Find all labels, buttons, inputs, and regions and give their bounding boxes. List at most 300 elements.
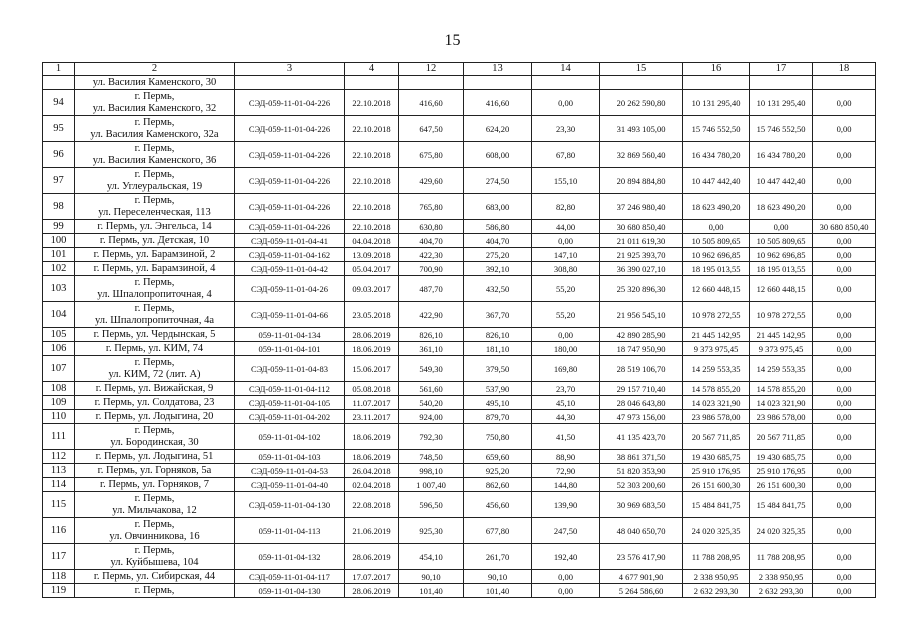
col-14-cell: 23,30 — [532, 116, 600, 142]
col-16-cell: 24 020 325,35 — [683, 518, 750, 544]
col-14-cell: 67,80 — [532, 142, 600, 168]
col-17-cell: 2 632 293,30 — [750, 584, 813, 598]
table-row — [43, 328, 876, 342]
row-number-cell: 110 — [43, 410, 75, 424]
date-cell: 22.10.2018 — [345, 116, 399, 142]
col-16-cell: 20 567 711,85 — [683, 424, 750, 450]
col-16-cell: 2 632 293,30 — [683, 584, 750, 598]
row-number-cell: 102 — [43, 262, 75, 276]
table-row — [43, 194, 876, 220]
address-cell — [75, 262, 235, 276]
col-14-cell: 0,00 — [532, 570, 600, 584]
address-line: ул. Василия Каменского, 30 — [92, 76, 217, 88]
table-row — [43, 342, 876, 356]
col-12-cell: 998,10 — [399, 464, 464, 478]
address-line: ул. Василия Каменского, 36 — [92, 154, 217, 166]
col-18-cell: 0,00 — [813, 90, 876, 116]
col-17-cell: 12 660 448,15 — [750, 276, 813, 302]
address-line: г. Пермь, — [134, 492, 175, 504]
date-cell: 11.07.2017 — [345, 396, 399, 410]
table-row — [43, 262, 876, 276]
col-17-cell: 10 978 272,55 — [750, 302, 813, 328]
col-12-cell: 700,90 — [399, 262, 464, 276]
address-line: г. Пермь, ул. Горняков, 5а — [97, 464, 212, 476]
date-cell: 22.08.2018 — [345, 492, 399, 518]
address-cell — [75, 382, 235, 396]
col-14-cell: 0,00 — [532, 90, 600, 116]
col-12-cell: 429,60 — [399, 168, 464, 194]
col-17-cell: 23 986 578,00 — [750, 410, 813, 424]
col-13-cell: 608,00 — [464, 142, 532, 168]
date-cell: 05.08.2018 — [345, 382, 399, 396]
address-line: г. Пермь, ул. Лодыгина, 20 — [95, 410, 214, 422]
col-13-cell: 432,50 — [464, 276, 532, 302]
address-line: ул. КИМ, 72 (лит. А) — [108, 368, 201, 380]
col-12-cell: 422,90 — [399, 302, 464, 328]
col-13-cell: 659,60 — [464, 450, 532, 464]
date-cell: 02.04.2018 — [345, 478, 399, 492]
col-14-cell: 247,50 — [532, 518, 600, 544]
address-line: ул. Василия Каменского, 32а — [90, 128, 219, 140]
col-16-cell: 10 978 272,55 — [683, 302, 750, 328]
row-number-cell: 112 — [43, 450, 75, 464]
col-14-cell: 180,00 — [532, 342, 600, 356]
col-15-cell: 20 894 884,80 — [600, 168, 683, 194]
col-12-cell: 454,10 — [399, 544, 464, 570]
col-17-cell: 10 505 809,65 — [750, 234, 813, 248]
col-17-cell: 19 430 685,75 — [750, 450, 813, 464]
col-12-cell: 792,30 — [399, 424, 464, 450]
document-number-cell: СЭД-059-11-01-04-41 — [235, 234, 345, 248]
address-line: г. Пермь, — [134, 116, 175, 128]
col-18-cell: 0,00 — [813, 492, 876, 518]
column-header: 15 — [600, 63, 683, 76]
col-15-cell: 21 011 619,30 — [600, 234, 683, 248]
col-12-cell: 404,70 — [399, 234, 464, 248]
col-16-cell: 25 910 176,95 — [683, 464, 750, 478]
address-line: г. Пермь, — [134, 302, 175, 314]
table-row — [43, 168, 876, 194]
document-number-cell: СЭД-059-11-01-04-105 — [235, 396, 345, 410]
col-15-cell: 47 973 156,00 — [600, 410, 683, 424]
col-16-cell — [683, 76, 750, 90]
table-row — [43, 116, 876, 142]
address-line: г. Пермь, ул. Барамзиной, 4 — [93, 262, 216, 274]
row-number-cell: 100 — [43, 234, 75, 248]
col-15-cell: 5 264 586,60 — [600, 584, 683, 598]
column-header: 1 — [43, 63, 75, 76]
col-12-cell: 748,50 — [399, 450, 464, 464]
col-16-cell: 14 259 553,35 — [683, 356, 750, 382]
col-17-cell: 2 338 950,95 — [750, 570, 813, 584]
document-number-cell: СЭД-059-11-01-04-112 — [235, 382, 345, 396]
table-row — [43, 142, 876, 168]
col-15-cell: 38 861 371,50 — [600, 450, 683, 464]
date-cell — [345, 76, 399, 90]
column-header: 4 — [345, 63, 399, 76]
row-number-cell: 111 — [43, 424, 75, 450]
table-row — [43, 276, 876, 302]
col-18-cell: 0,00 — [813, 262, 876, 276]
col-13-cell: 537,90 — [464, 382, 532, 396]
date-cell: 22.10.2018 — [345, 142, 399, 168]
col-14-cell: 55,20 — [532, 302, 600, 328]
row-number-cell: 106 — [43, 342, 75, 356]
date-cell: 28.06.2019 — [345, 584, 399, 598]
address-cell — [75, 478, 235, 492]
document-number-cell: СЭД-059-11-01-04-226 — [235, 116, 345, 142]
document-number-cell: СЭД-059-11-01-04-226 — [235, 220, 345, 234]
col-17-cell: 11 788 208,95 — [750, 544, 813, 570]
col-17-cell — [750, 76, 813, 90]
col-13-cell: 683,00 — [464, 194, 532, 220]
document-number-cell: 059-11-01-04-113 — [235, 518, 345, 544]
column-header: 17 — [750, 63, 813, 76]
address-line: ул. Овчинникова, 16 — [109, 530, 200, 542]
col-15-cell: 42 890 285,90 — [600, 328, 683, 342]
table-row — [43, 76, 876, 90]
col-13-cell — [464, 76, 532, 90]
col-18-cell: 0,00 — [813, 410, 876, 424]
address-line: ул. Бородинская, 30 — [110, 436, 199, 448]
col-18-cell: 30 680 850,40 — [813, 220, 876, 234]
column-header: 14 — [532, 63, 600, 76]
col-14-cell: 147,10 — [532, 248, 600, 262]
address-cell — [75, 396, 235, 410]
date-cell: 17.07.2017 — [345, 570, 399, 584]
address-cell — [75, 90, 235, 116]
page-number: 15 — [444, 32, 461, 49]
col-13-cell: 275,20 — [464, 248, 532, 262]
col-18-cell: 0,00 — [813, 342, 876, 356]
address-line: ул. Мильчакова, 12 — [112, 504, 197, 516]
col-16-cell: 15 484 841,75 — [683, 492, 750, 518]
col-16-cell: 0,00 — [683, 220, 750, 234]
document-number-cell: СЭД-059-11-01-04-226 — [235, 168, 345, 194]
document-number-cell: 059-11-01-04-132 — [235, 544, 345, 570]
col-16-cell: 2 338 950,95 — [683, 570, 750, 584]
address-line: г. Пермь, — [134, 276, 175, 288]
column-header: 12 — [399, 63, 464, 76]
col-13-cell: 750,80 — [464, 424, 532, 450]
address-line: г. Пермь, ул. Барамзиной, 2 — [93, 248, 216, 260]
column-header: 13 — [464, 63, 532, 76]
col-13-cell: 495,10 — [464, 396, 532, 410]
row-number-cell: 116 — [43, 518, 75, 544]
col-17-cell: 20 567 711,85 — [750, 424, 813, 450]
col-17-cell: 14 259 553,35 — [750, 356, 813, 382]
row-number-cell: 94 — [43, 90, 75, 116]
table-row — [43, 220, 876, 234]
col-18-cell: 0,00 — [813, 248, 876, 262]
address-cell — [75, 302, 235, 328]
col-15-cell: 51 820 353,90 — [600, 464, 683, 478]
col-16-cell: 16 434 780,20 — [683, 142, 750, 168]
address-line: ул. Куйбышева, 104 — [110, 556, 199, 568]
row-number-cell: 115 — [43, 492, 75, 518]
address-line: г. Пермь, ул. Горняков, 7 — [99, 478, 210, 490]
document-number-cell: СЭД-059-11-01-04-53 — [235, 464, 345, 478]
address-line: г. Пермь, ул. Сибирская, 44 — [93, 570, 216, 582]
date-cell: 22.10.2018 — [345, 168, 399, 194]
address-line: г. Пермь, ул. Чердынская, 5 — [93, 328, 216, 340]
col-14-cell: 55,20 — [532, 276, 600, 302]
address-line: г. Пермь, — [134, 356, 175, 368]
col-14-cell: 0,00 — [532, 584, 600, 598]
col-18-cell: 0,00 — [813, 116, 876, 142]
address-cell — [75, 342, 235, 356]
col-16-cell: 11 788 208,95 — [683, 544, 750, 570]
date-cell: 05.04.2017 — [345, 262, 399, 276]
col-15-cell: 29 157 710,40 — [600, 382, 683, 396]
col-15-cell: 37 246 980,40 — [600, 194, 683, 220]
address-line: г. Пермь, ул. Лодыгина, 51 — [95, 450, 214, 462]
date-cell: 22.10.2018 — [345, 90, 399, 116]
address-cell — [75, 248, 235, 262]
table-row — [43, 478, 876, 492]
date-cell: 15.06.2017 — [345, 356, 399, 382]
address-line: ул. Переселенческая, 113 — [98, 206, 211, 218]
document-number-cell: 059-11-01-04-130 — [235, 584, 345, 598]
table-row — [43, 492, 876, 518]
row-number-cell: 96 — [43, 142, 75, 168]
col-13-cell: 181,10 — [464, 342, 532, 356]
col-12-cell: 90,10 — [399, 570, 464, 584]
col-18-cell: 0,00 — [813, 450, 876, 464]
col-16-cell: 18 195 013,55 — [683, 262, 750, 276]
row-number-cell: 108 — [43, 382, 75, 396]
col-12-cell: 647,50 — [399, 116, 464, 142]
col-13-cell: 261,70 — [464, 544, 532, 570]
address-cell — [75, 450, 235, 464]
col-15-cell: 48 040 650,70 — [600, 518, 683, 544]
address-cell — [75, 492, 235, 518]
col-18-cell: 0,00 — [813, 478, 876, 492]
col-15-cell: 32 869 560,40 — [600, 142, 683, 168]
address-line: г. Пермь, ул. Детская, 10 — [99, 234, 210, 246]
document-number-cell: СЭД-059-11-01-04-226 — [235, 90, 345, 116]
document-number-cell — [235, 76, 345, 90]
table-row — [43, 518, 876, 544]
col-17-cell: 0,00 — [750, 220, 813, 234]
col-16-cell: 10 447 442,40 — [683, 168, 750, 194]
col-12-cell: 487,70 — [399, 276, 464, 302]
document-number-cell: СЭД-059-11-01-04-42 — [235, 262, 345, 276]
col-14-cell: 41,50 — [532, 424, 600, 450]
address-line: ул. Василия Каменского, 32 — [92, 102, 217, 114]
col-17-cell: 16 434 780,20 — [750, 142, 813, 168]
col-17-cell: 18 623 490,20 — [750, 194, 813, 220]
col-14-cell: 45,10 — [532, 396, 600, 410]
document-number-cell: 059-11-01-04-103 — [235, 450, 345, 464]
table-body — [43, 63, 876, 598]
col-15-cell: 31 493 105,00 — [600, 116, 683, 142]
address-cell — [75, 194, 235, 220]
row-number-cell: 117 — [43, 544, 75, 570]
column-header: 3 — [235, 63, 345, 76]
col-16-cell: 26 151 600,30 — [683, 478, 750, 492]
col-17-cell: 10 447 442,40 — [750, 168, 813, 194]
col-17-cell: 21 445 142,95 — [750, 328, 813, 342]
row-number-cell: 118 — [43, 570, 75, 584]
address-line: г. Пермь, — [134, 518, 175, 530]
col-15-cell: 4 677 901,90 — [600, 570, 683, 584]
row-number-cell: 107 — [43, 356, 75, 382]
col-12-cell: 549,30 — [399, 356, 464, 382]
col-13-cell: 404,70 — [464, 234, 532, 248]
col-16-cell: 21 445 142,95 — [683, 328, 750, 342]
document-number-cell: СЭД-059-11-01-04-130 — [235, 492, 345, 518]
col-13-cell: 586,80 — [464, 220, 532, 234]
col-14-cell: 0,00 — [532, 328, 600, 342]
col-12-cell — [399, 76, 464, 90]
col-12-cell: 422,30 — [399, 248, 464, 262]
document-number-cell: СЭД-059-11-01-04-202 — [235, 410, 345, 424]
col-18-cell: 0,00 — [813, 356, 876, 382]
col-12-cell: 675,80 — [399, 142, 464, 168]
col-14-cell: 308,80 — [532, 262, 600, 276]
col-17-cell: 25 910 176,95 — [750, 464, 813, 478]
row-number-cell — [43, 76, 75, 90]
address-line: г. Пермь, ул. Энгельса, 14 — [97, 220, 212, 232]
table-row — [43, 382, 876, 396]
col-18-cell: 0,00 — [813, 396, 876, 410]
col-13-cell: 879,70 — [464, 410, 532, 424]
table-row — [43, 396, 876, 410]
col-18-cell: 0,00 — [813, 328, 876, 342]
address-cell — [75, 570, 235, 584]
row-number-cell: 104 — [43, 302, 75, 328]
col-17-cell: 14 578 855,20 — [750, 382, 813, 396]
date-cell: 28.06.2019 — [345, 544, 399, 570]
col-18-cell — [813, 76, 876, 90]
col-18-cell: 0,00 — [813, 234, 876, 248]
address-line: г. Пермь, ул. КИМ, 74 — [105, 342, 204, 354]
document-number-cell: СЭД-059-11-01-04-26 — [235, 276, 345, 302]
col-13-cell: 624,20 — [464, 116, 532, 142]
address-line: г. Пермь, ул. Вижайская, 9 — [95, 382, 214, 394]
col-13-cell: 456,60 — [464, 492, 532, 518]
col-15-cell: 28 046 643,80 — [600, 396, 683, 410]
col-16-cell: 10 131 295,40 — [683, 90, 750, 116]
address-line: г. Пермь, — [134, 544, 175, 556]
col-16-cell: 15 746 552,50 — [683, 116, 750, 142]
col-14-cell: 155,10 — [532, 168, 600, 194]
table-row — [43, 450, 876, 464]
col-18-cell: 0,00 — [813, 424, 876, 450]
col-17-cell: 10 962 696,85 — [750, 248, 813, 262]
col-14-cell: 88,90 — [532, 450, 600, 464]
col-12-cell: 925,30 — [399, 518, 464, 544]
date-cell: 22.10.2018 — [345, 194, 399, 220]
col-15-cell: 18 747 950,90 — [600, 342, 683, 356]
row-number-cell: 95 — [43, 116, 75, 142]
col-12-cell: 826,10 — [399, 328, 464, 342]
row-number-cell: 119 — [43, 584, 75, 598]
col-18-cell: 0,00 — [813, 276, 876, 302]
column-header: 2 — [75, 63, 235, 76]
row-number-cell: 103 — [43, 276, 75, 302]
col-13-cell: 274,50 — [464, 168, 532, 194]
table-row — [43, 584, 876, 598]
col-18-cell: 0,00 — [813, 464, 876, 478]
address-line: г. Пермь, — [134, 90, 175, 102]
table-row — [43, 90, 876, 116]
col-15-cell: 36 390 027,10 — [600, 262, 683, 276]
col-14-cell: 169,80 — [532, 356, 600, 382]
col-16-cell: 18 623 490,20 — [683, 194, 750, 220]
col-14-cell: 139,90 — [532, 492, 600, 518]
col-18-cell: 0,00 — [813, 302, 876, 328]
date-cell: 18.06.2019 — [345, 450, 399, 464]
col-17-cell: 26 151 600,30 — [750, 478, 813, 492]
address-line: г. Пермь, — [134, 194, 175, 206]
col-16-cell: 23 986 578,00 — [683, 410, 750, 424]
col-13-cell: 677,80 — [464, 518, 532, 544]
col-14-cell: 44,00 — [532, 220, 600, 234]
header-row — [43, 63, 876, 76]
col-12-cell: 765,80 — [399, 194, 464, 220]
col-15-cell: 30 969 683,50 — [600, 492, 683, 518]
col-16-cell: 10 505 809,65 — [683, 234, 750, 248]
address-cell — [75, 356, 235, 382]
row-number-cell: 101 — [43, 248, 75, 262]
address-cell — [75, 584, 235, 598]
col-16-cell: 12 660 448,15 — [683, 276, 750, 302]
col-13-cell: 925,20 — [464, 464, 532, 478]
table-row — [43, 302, 876, 328]
document-number-cell: СЭД-059-11-01-04-226 — [235, 194, 345, 220]
col-17-cell: 14 023 321,90 — [750, 396, 813, 410]
table-row — [43, 410, 876, 424]
col-17-cell: 15 746 552,50 — [750, 116, 813, 142]
table-row — [43, 464, 876, 478]
row-number-cell: 109 — [43, 396, 75, 410]
col-14-cell: 72,90 — [532, 464, 600, 478]
row-number-cell: 97 — [43, 168, 75, 194]
address-line: ул. Шпалопропиточная, 4 — [97, 288, 212, 300]
date-cell: 09.03.2017 — [345, 276, 399, 302]
col-15-cell — [600, 76, 683, 90]
document-number-cell: СЭД-059-11-01-04-40 — [235, 478, 345, 492]
col-15-cell: 30 680 850,40 — [600, 220, 683, 234]
address-cell — [75, 116, 235, 142]
col-17-cell: 18 195 013,55 — [750, 262, 813, 276]
col-14-cell: 23,70 — [532, 382, 600, 396]
table-row — [43, 570, 876, 584]
address-cell — [75, 328, 235, 342]
date-cell: 13.09.2018 — [345, 248, 399, 262]
col-12-cell: 596,50 — [399, 492, 464, 518]
col-13-cell: 90,10 — [464, 570, 532, 584]
address-cell — [75, 220, 235, 234]
address-cell — [75, 76, 235, 90]
date-cell: 23.11.2017 — [345, 410, 399, 424]
address-cell — [75, 410, 235, 424]
date-cell: 23.05.2018 — [345, 302, 399, 328]
address-line: ул. Углеуральская, 19 — [106, 180, 203, 192]
col-18-cell: 0,00 — [813, 584, 876, 598]
date-cell: 18.06.2019 — [345, 342, 399, 356]
col-14-cell: 44,30 — [532, 410, 600, 424]
col-18-cell: 0,00 — [813, 382, 876, 396]
row-number-cell: 105 — [43, 328, 75, 342]
address-line: г. Пермь, — [134, 584, 175, 596]
address-cell — [75, 518, 235, 544]
document-number-cell: СЭД-059-11-01-04-117 — [235, 570, 345, 584]
col-18-cell: 0,00 — [813, 142, 876, 168]
date-cell: 22.10.2018 — [345, 220, 399, 234]
